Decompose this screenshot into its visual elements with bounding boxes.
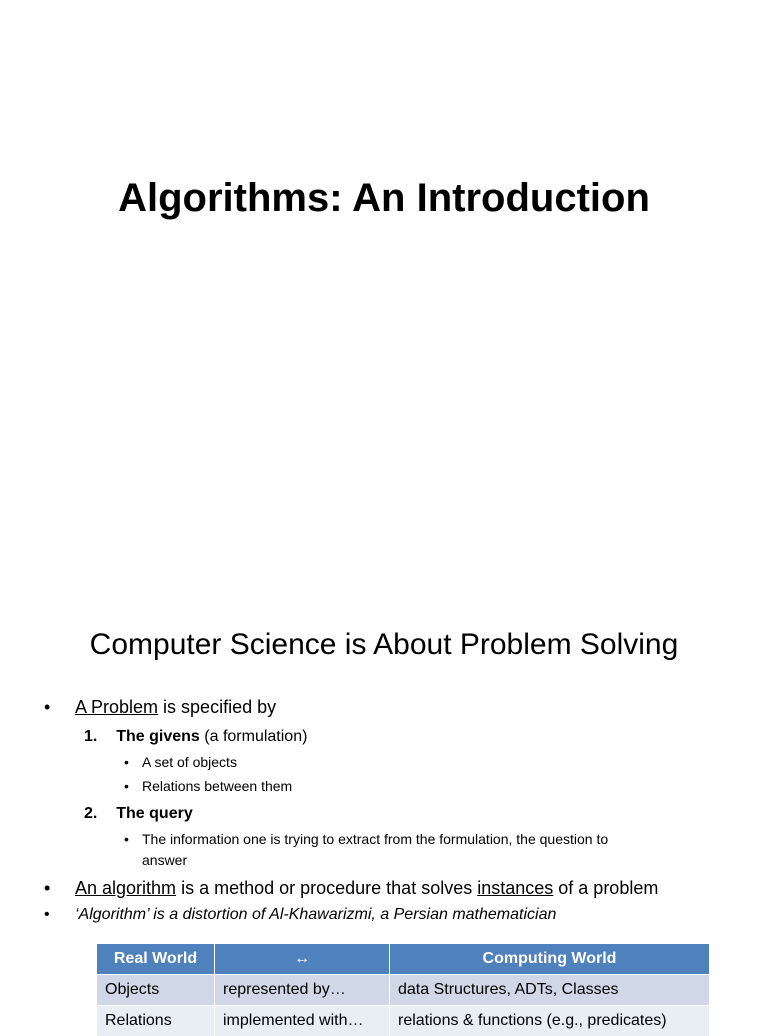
problem-term: A Problem (75, 697, 158, 717)
numbered-givens (84, 728, 307, 746)
query-number: 2. (84, 805, 97, 822)
bullet-marker: • (44, 697, 50, 718)
header-computing-world: Computing World (390, 944, 710, 975)
query-term: The query (116, 805, 192, 822)
slide1-title: Algorithms: An Introduction (0, 176, 768, 221)
query-sub-line2: answer (142, 852, 187, 868)
bullet-marker: • (124, 778, 129, 794)
bullet-marker: • (44, 906, 50, 924)
table-cell: Relations (97, 1006, 215, 1036)
givens-number: 1. (84, 728, 97, 745)
algorithm-text: is a method or procedure that solves (176, 878, 477, 898)
header-arrow: ↔ (215, 944, 390, 975)
givens-text: (a formulation) (200, 728, 308, 745)
header-real-world: Real World (97, 944, 215, 975)
givens-term: The givens (116, 728, 200, 745)
slide2-title: Computer Science is About Problem Solving (0, 628, 768, 662)
bullet-marker: • (44, 878, 50, 899)
instances-term: instances (477, 878, 553, 898)
algorithm-term: An algorithm (75, 878, 176, 898)
algorithm-text-end: of a problem (553, 878, 658, 898)
bullet-marker: • (124, 754, 129, 770)
table-cell: relations & functions (e.g., predicates) (390, 1006, 710, 1036)
table-row (97, 1006, 710, 1036)
bullet-algorithm (75, 878, 658, 899)
givens-sub-2: Relations between them (142, 778, 292, 794)
table-row (97, 975, 710, 1006)
query-sub-line1: The information one is trying to extract from the formulation, the question to (142, 831, 608, 847)
table-header-row (97, 944, 710, 975)
numbered-query (84, 805, 193, 823)
givens-sub-1: A set of objects (142, 754, 237, 770)
table-cell: implemented with… (215, 1006, 390, 1036)
table-cell: data Structures, ADTs, Classes (390, 975, 710, 1006)
problem-text: is specified by (158, 697, 276, 717)
table-cell: Objects (97, 975, 215, 1006)
table-cell: represented by… (215, 975, 390, 1006)
bullet-problem (75, 697, 276, 718)
mapping-table (97, 944, 710, 1036)
bullet-marker: • (124, 831, 129, 847)
bullet-etymology: ‘Algorithm’ is a distortion of Al-Khawarizmi, a Persian mathematician (75, 906, 556, 924)
